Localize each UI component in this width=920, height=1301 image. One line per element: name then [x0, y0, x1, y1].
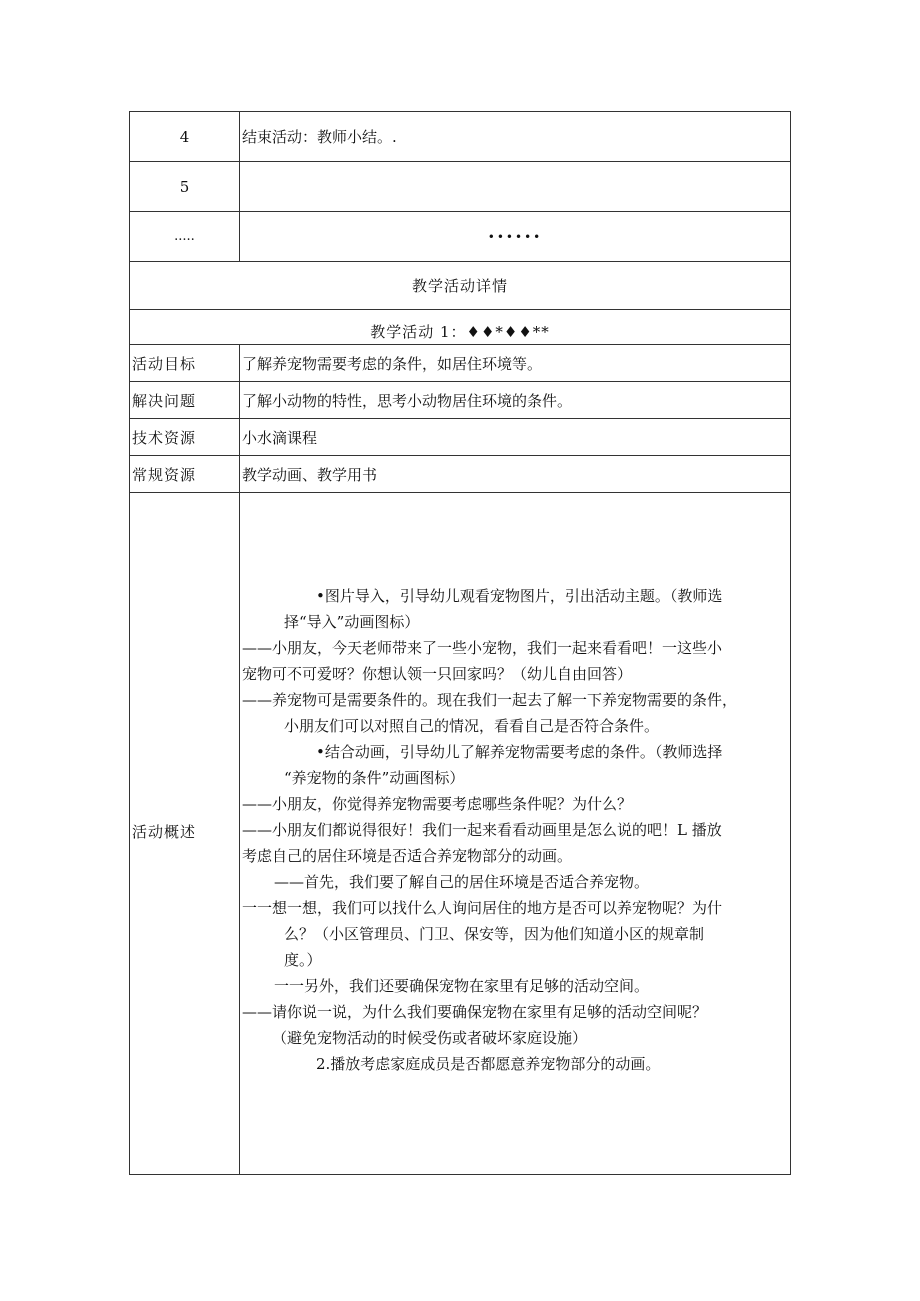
regular-value: 教学动画、教学用书	[240, 456, 791, 493]
table-row	[130, 456, 791, 493]
table-row	[130, 310, 791, 345]
overview-line: ——小朋友们都说得很好！我们一起来看看动画里是怎么说的吧！L 播放	[242, 821, 722, 839]
overview-line: 考虑自己的居住环境是否适合养宠物部分的动画。	[242, 847, 573, 865]
overview-line: ——小朋友，你觉得养宠物需要考虑哪些条件呢？为什么？	[242, 795, 633, 813]
overview-line: 宠物可不可爱呀？你想认领一只回家吗？（幼儿自由回答）	[242, 665, 633, 683]
step-number: 5	[130, 162, 240, 212]
details-title: 教学活动详情	[130, 262, 791, 310]
table-row	[130, 212, 791, 262]
overview-line: 小朋友们可以对照自己的情况，看看自己是否符合条件。	[284, 717, 660, 735]
table-row	[130, 112, 791, 162]
table-row	[130, 419, 791, 456]
problem-value: 了解小动物的特性，思考小动物居住环境的条件。	[240, 382, 791, 419]
step-text: 结束活动：教师小结。.	[240, 112, 791, 162]
tech-value: 小水滴课程	[240, 419, 791, 456]
overview-line: 么？（小区管理员、门卫、保安等，因为他们知道小区的规章制	[284, 925, 705, 943]
lesson-table	[129, 111, 791, 1175]
table-row	[130, 162, 791, 212]
overview-line: ——养宠物可是需要条件的。现在我们一起去了解一下养宠物需要的条件，	[242, 691, 738, 709]
table-row	[130, 493, 791, 1175]
table-row	[130, 262, 791, 310]
overview-label: 活动概述	[130, 493, 240, 1175]
overview-line: “养宠物的条件”动画图标）	[284, 769, 465, 787]
overview-line: 择“导入”动画图标）	[284, 613, 420, 631]
step-number: 4	[130, 112, 240, 162]
overview-line: ——请你说一说，为什么我们要确保宠物在家里有足够的活动空间呢？	[242, 1003, 708, 1021]
step-text: ••••••	[240, 212, 791, 262]
goal-label: 活动目标	[130, 345, 240, 382]
overview-line: 一一另外，我们还要确保宠物在家里有足够的活动空间。	[274, 977, 650, 995]
tech-label: 技术资源	[130, 419, 240, 456]
goal-value: 了解养宠物需要考虑的条件，如居住环境等。	[240, 345, 791, 382]
activity-title: 教学活动 1：♦♦*♦♦**	[130, 310, 791, 345]
overview-line: （避免宠物活动的时候受伤或者破坏家庭设施）	[272, 1029, 588, 1047]
step-text	[240, 162, 791, 212]
regular-label: 常规资源	[130, 456, 240, 493]
overview-line: ——首先，我们要了解自己的居住环境是否适合养宠物。	[274, 873, 650, 891]
overview-line: 一一想一想，我们可以找什么人询问居住的地方是否可以养宠物呢？为什	[242, 899, 723, 917]
table-row	[130, 345, 791, 382]
overview-line: ——小朋友，今天老师带来了一些小宠物，我们一起来看看吧！一这些小	[242, 639, 723, 657]
overview-content	[240, 493, 791, 1175]
problem-label: 解决问题	[130, 382, 240, 419]
overview-line: 2.播放考虑家庭成员是否都愿意养宠物部分的动画。	[316, 1055, 661, 1073]
overview-line: •结合动画，引导幼儿了解养宠物需要考虑的条件。（教师选择	[316, 743, 723, 761]
overview-line: 度。）	[284, 951, 322, 969]
table-row	[130, 382, 791, 419]
step-number: .....	[130, 212, 240, 262]
overview-line: •图片导入，引导幼儿观看宠物图片，引出活动主题。（教师选	[316, 587, 723, 605]
